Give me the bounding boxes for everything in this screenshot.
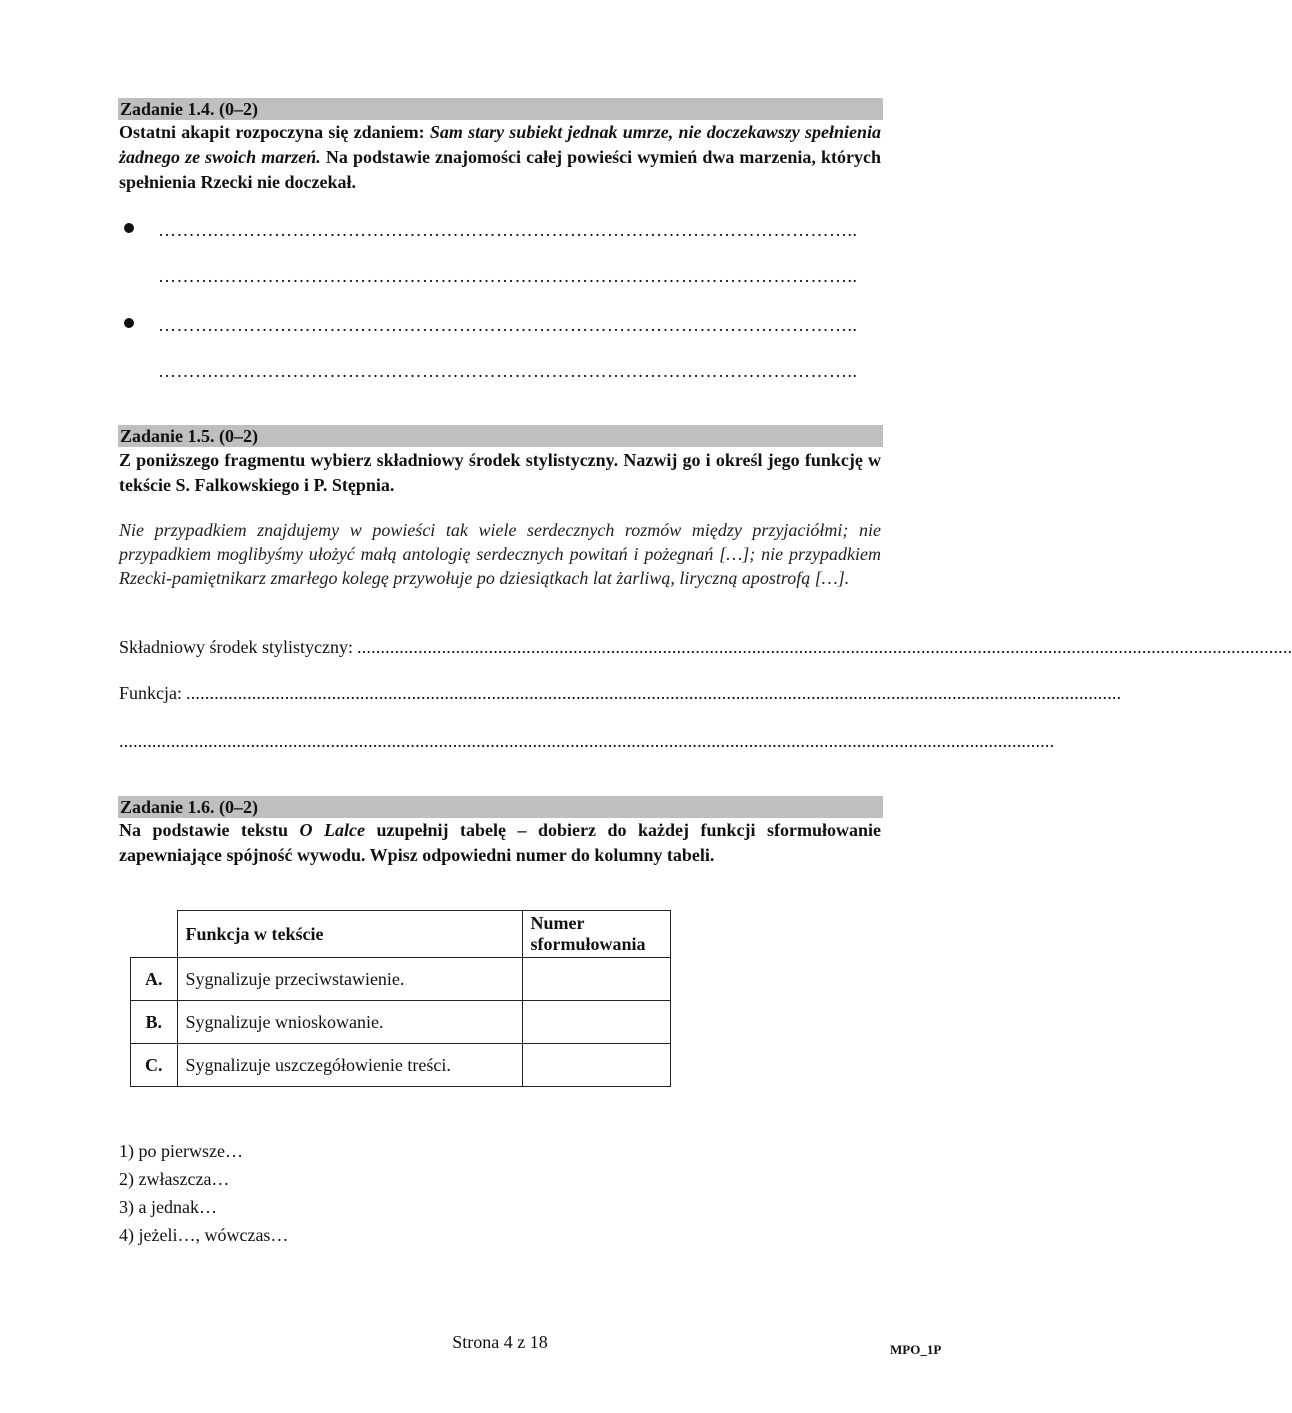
answer-table (130, 910, 671, 1087)
table-row (131, 1001, 671, 1044)
field-label: Składniowy środek stylistyczny: (119, 637, 353, 657)
row-number-cell[interactable] (522, 1001, 670, 1044)
table-row (131, 1044, 671, 1087)
exam-code: MPO_1P (890, 1342, 942, 1357)
instruction-quote: Sam stary subiekt jednak umrze, nie doczekawszy spełnienia żadnego ze swoich marzeń. (119, 122, 881, 167)
field-dots[interactable]: ....................................................................................................................................................................................................... (186, 683, 1122, 703)
field-dots[interactable]: ....................................................................................................................................................................................................... (119, 731, 1055, 751)
answer-line[interactable]: ……….………………………………………………………………………………………….. (158, 266, 858, 286)
empty-corner-cell (131, 911, 178, 958)
table-header-row (131, 911, 671, 958)
task-1-5-quote: Nie przypadkiem znajdujemy w powieści tak wiele serdecznych rozmów między przyjaciółmi; nie przypadkiem moglibyśmy ułożyć małą antologię serdecznych powitań i pożegnań […]; nie przypadkiem Rzecki-pamiętnikarz zmarłego kolegę przywołuje po dziesiątkach lat żarliwą, liryczną apostrofą […]. (119, 520, 881, 588)
answer-line[interactable]: ……….………………………………………………………………………………………….. (158, 220, 858, 240)
task-1-4-header: Zadanie 1.4. (0–2) (118, 98, 883, 120)
row-letter: A. (131, 958, 178, 1001)
column-header-line: sformułowania (530, 934, 646, 954)
instruction-text: Na podstawie znajomości całej powieści wymień dwa marzenia, których spełnienia Rzecki nie doczekał. (119, 147, 881, 192)
row-function: Sygnalizuje przeciwstawienie. (177, 958, 522, 1001)
column-header-function: Funkcja w tekście (177, 911, 522, 958)
instruction-text: Ostatni akapit rozpoczyna się zdaniem: (119, 122, 430, 142)
option-item: 1) po pierwsze… (119, 1141, 243, 1161)
option-item: 3) a jednak… (119, 1197, 217, 1217)
task-1-5-header: Zadanie 1.5. (0–2) (118, 425, 883, 447)
answer-line[interactable]: ……….………………………………………………………………………………………….. (158, 315, 858, 335)
phrase-options (119, 1137, 288, 1249)
page-number: Strona 4 z 18 (452, 1332, 548, 1352)
answer-line[interactable]: ……….………………………………………………………………………………………….. (158, 361, 858, 381)
instruction-title: O Lalce (299, 820, 365, 840)
bullet-icon (124, 223, 134, 233)
task-1-6-instruction (119, 818, 881, 868)
table-row (131, 958, 671, 1001)
row-number-cell[interactable] (522, 1044, 670, 1087)
column-header-number (522, 911, 670, 958)
task-1-6-header: Zadanie 1.6. (0–2) (118, 796, 883, 818)
bullet-icon (124, 318, 134, 328)
row-number-cell[interactable] (522, 958, 670, 1001)
row-function: Sygnalizuje wnioskowanie. (177, 1001, 522, 1044)
instruction-text: uzupełnij tabelę – dobierz do każdej funkcji sformułowanie zapewniające spójność wywodu. Wpisz odpowiedni numer do kolumny tabeli. (119, 820, 881, 865)
function-field[interactable] (119, 682, 1122, 704)
field-dots[interactable]: ....................................................................................................................................................................................................... (356, 637, 1292, 657)
task-1-5-instruction: Z poniższego fragmentu wybierz składniowy środek stylistyczny. Nazwij go i określ jego funkcję w tekście S. Falkowskiego i P. Stępnia. (119, 450, 881, 495)
instruction-text: Na podstawie tekstu (119, 820, 300, 840)
option-item: 4) jeżeli…, wówczas… (119, 1225, 289, 1245)
row-function: Sygnalizuje uszczegółowienie treści. (177, 1044, 522, 1087)
function-field-continued[interactable] (119, 730, 1055, 752)
task-1-4-instruction (119, 120, 881, 195)
column-header-line: Numer (530, 913, 585, 933)
field-label: Funkcja: (119, 683, 182, 703)
row-letter: C. (131, 1044, 178, 1087)
row-letter: B. (131, 1001, 178, 1044)
option-item: 2) zwłaszcza… (119, 1169, 230, 1189)
stylistic-device-field[interactable] (119, 636, 1292, 658)
